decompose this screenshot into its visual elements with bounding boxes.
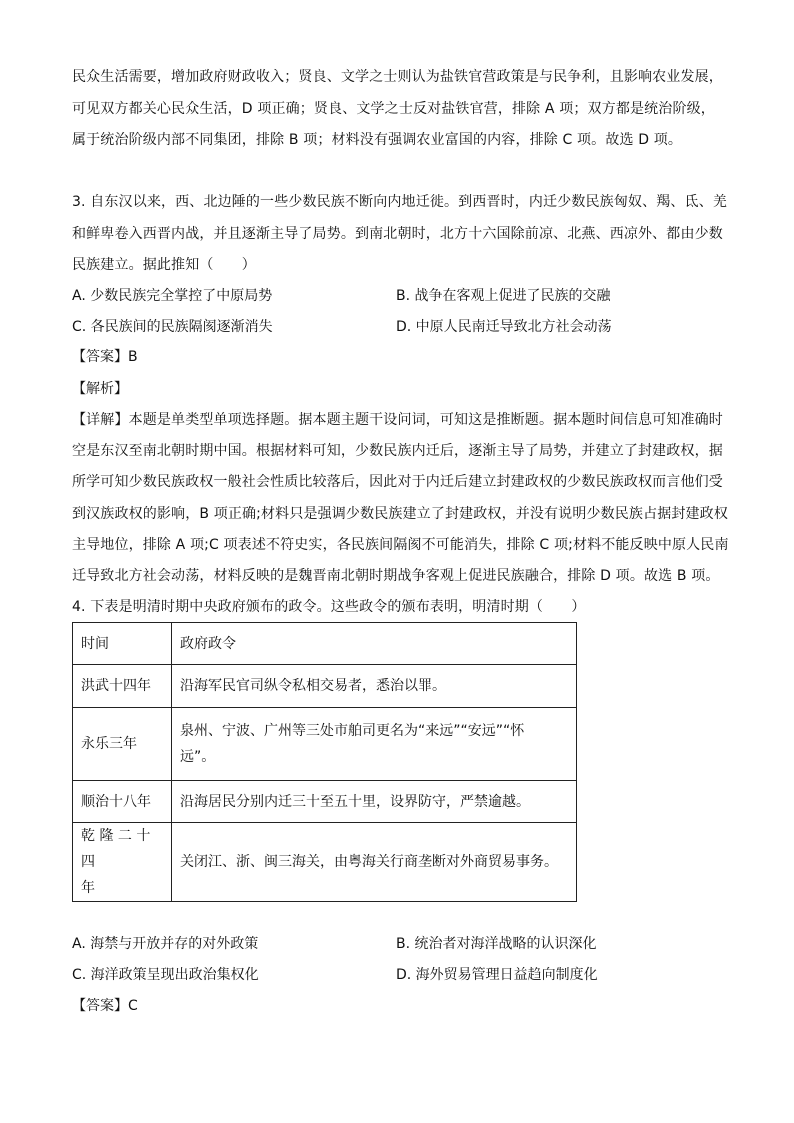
table-header-decree: 政府政令 [172, 623, 577, 665]
q4-option-d: D. 海外贸易管理日益趋向制度化 [396, 967, 598, 983]
q3-detail-line: 所学可知少数民族政权一般社会性质比较落后，因此对于内迁后建立封建政权的少数民族政权而言他们受 [72, 474, 723, 490]
table-cell-time: 永乐三年 [73, 708, 172, 781]
table-cell-time: 洪武十四年 [73, 665, 172, 708]
q3-stem-line: 民族建立。据此推知（ ） [72, 257, 256, 273]
q4-stem: 4. 下表是明清时期中央政府颁布的政令。这些政令的颁布表明，明清时期（ ） [72, 599, 586, 615]
q3-analysis-label: 【解析】 [72, 381, 128, 397]
time-line: 年 [81, 880, 95, 896]
q3-option-b: B. 战争在客观上促进了民族的交融 [396, 288, 611, 304]
q3-detail-line: 【详解】本题是单类型单项选择题。据本题主题干设问词，可知这是推断题。据本题时间信息可知准确时 [72, 412, 723, 428]
table-row [73, 781, 577, 823]
q3-detail-line: 主导地位，排除 A 项;C 项表述不符史实，各民族间隔阂不可能消失，排除 C 项;材料不能反映中原人民南 [72, 537, 729, 553]
table-row [73, 708, 577, 781]
q3-option-a: A. 少数民族完全掌控了中原局势 [72, 288, 273, 304]
prev-explanation-line: 属于统治阶级内部不同集团，排除 B 项；材料没有强调农业富国的内容，排除 C 项。故选 D 项。 [72, 132, 683, 148]
table-cell-decree: 沿海军民官司纵令私相交易者，悉治以罪。 [172, 665, 577, 708]
q3-option-c: C. 各民族间的民族隔阂逐渐消失 [72, 319, 273, 335]
q3-stem-line: 3. 自东汉以来，西、北边陲的一些少数民族不断向内地迁徙。到西晋时，内迁少数民族匈奴、羯、氐、羌 [72, 194, 728, 210]
decree-table [72, 622, 577, 902]
prev-explanation-line: 可见双方都关心民众生活，D 项正确；贤良、文学之士反对盐铁官营，排除 A 项；双方都是统治阶级， [72, 101, 715, 117]
table-cell-decree: 关闭江、浙、闽三海关，由粤海关行商垄断对外商贸易事务。 [172, 823, 577, 902]
table-header-time: 时间 [73, 623, 172, 665]
q3-stem-line: 和鲜卑卷入西晋内战，并且逐渐主导了局势。到南北朝时，北方十六国除前凉、北燕、西凉外、都由少数 [72, 226, 723, 242]
q3-detail-line: 空是东汉至南北朝时期中国。根据材料可知，少数民族内迁后，逐渐主导了局势，并建立了封建政权，据 [72, 443, 723, 459]
table-row [73, 665, 577, 708]
table-cell-time [73, 823, 172, 902]
q3-detail-line: 迁导致北方社会动荡，材料反映的是魏晋南北朝时期战争客观上促进民族融合，排除 D 项。故选 B 项。 [72, 568, 720, 584]
table-cell-time: 顺治十八年 [73, 781, 172, 823]
table-cell-decree: 沿海居民分别内迁三十至五十里，设界防守，严禁逾越。 [172, 781, 577, 823]
prev-explanation-line: 民众生活需要，增加政府财政收入；贤良、文学之士则认为盐铁官营政策是与民争利，且影响农业发展， [72, 69, 723, 85]
decree-line: 远”。 [180, 749, 216, 765]
q4-option-c: C. 海洋政策呈现出政治集权化 [72, 967, 259, 983]
table-cell-decree [172, 708, 577, 781]
q4-answer: 【答案】C [72, 998, 138, 1014]
time-line: 乾 隆 二 十 四 [81, 828, 151, 870]
decree-line: 泉州、宁波、广州等三处市舶司更名为“来远”“安远”“怀 [180, 723, 525, 739]
q4-option-a: A. 海禁与开放并存的对外政策 [72, 936, 259, 952]
q3-answer: 【答案】B [72, 349, 138, 365]
table-row [73, 823, 577, 902]
q3-option-d: D. 中原人民南迁导致北方社会动荡 [396, 319, 612, 335]
table-header-row [73, 623, 577, 665]
q3-detail-line: 到汉族政权的影响，B 项正确;材料只是强调少数民族建立了封建政权，并没有说明少数民族占据封建政权 [72, 506, 728, 522]
q4-option-b: B. 统治者对海洋战略的认识深化 [396, 936, 597, 952]
